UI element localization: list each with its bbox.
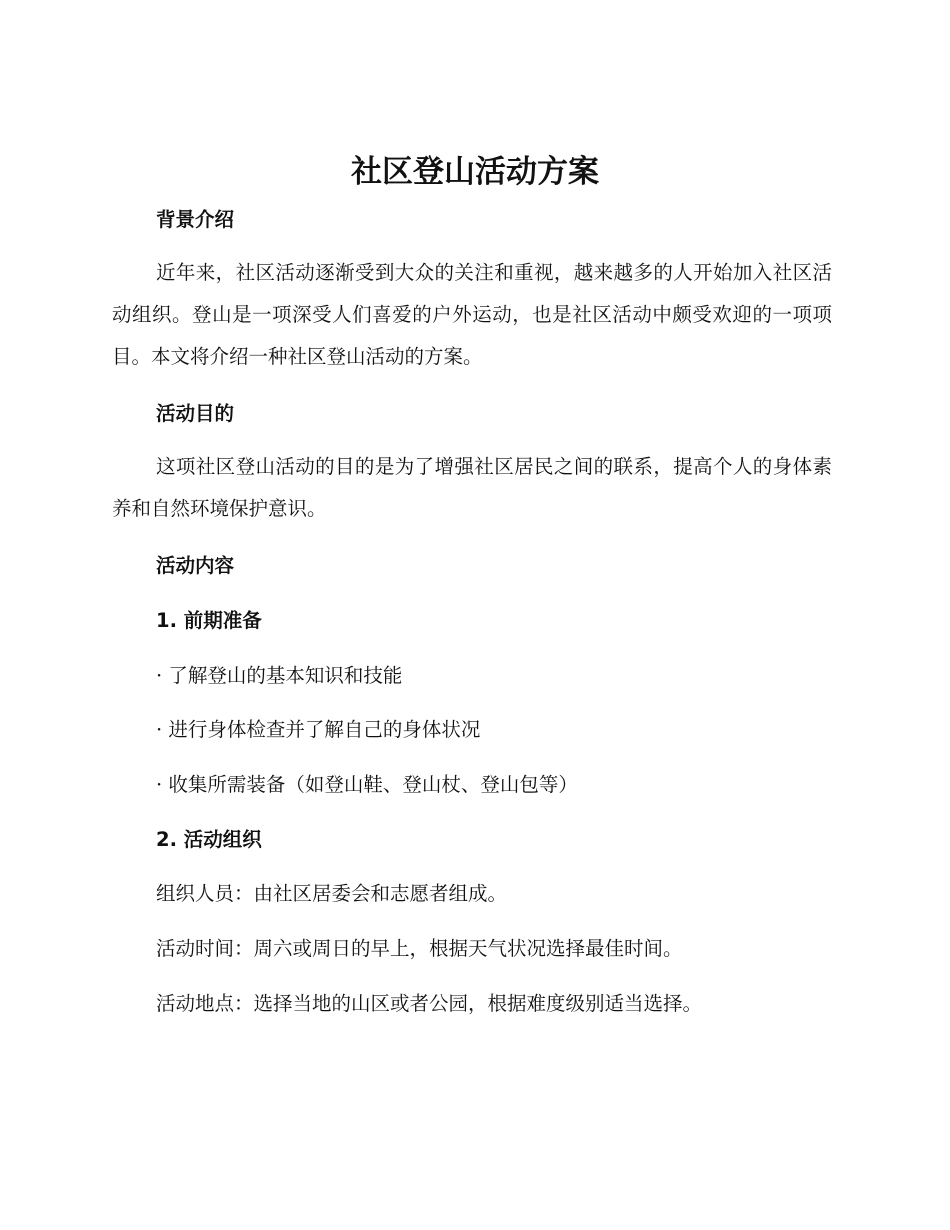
paragraph-background: 近年来，社区活动逐渐受到大众的关注和重视，越来越多的人开始加入社区活动组织。登山是一项深受人们喜爱的户外运动，也是社区活动中颇受欢迎的一项项目。本文将介绍一种社区登山活动的方案。 (112, 261, 832, 368)
list-item-preparation-2: · 进行身体检查并了解自己的身体状况 (156, 718, 481, 741)
list-item-preparation-1: · 了解登山的基本知识和技能 (156, 664, 403, 687)
heading-background: 背景介绍 (156, 208, 235, 231)
organization-line-staff: 组织人员：由社区居委会和志愿者组成。 (156, 882, 508, 905)
document-title: 社区登山活动方案 (351, 154, 599, 190)
paragraph-purpose: 这项社区登山活动的目的是为了增强社区居民之间的联系，提高个人的身体素养和自然环境保护意识。 (112, 455, 832, 520)
organization-line-location: 活动地点：选择当地的山区或者公园，根据难度级别适当选择。 (156, 992, 703, 1015)
heading-organization: 2. 活动组织 (156, 828, 262, 851)
list-item-preparation-3: · 收集所需装备（如登山鞋、登山杖、登山包等） (156, 773, 578, 796)
organization-line-time: 活动时间：周六或周日的早上，根据天气状况选择最佳时间。 (156, 937, 683, 960)
heading-preparation: 1. 前期准备 (156, 609, 262, 632)
heading-content: 活动内容 (156, 554, 235, 577)
heading-purpose: 活动目的 (156, 402, 235, 425)
